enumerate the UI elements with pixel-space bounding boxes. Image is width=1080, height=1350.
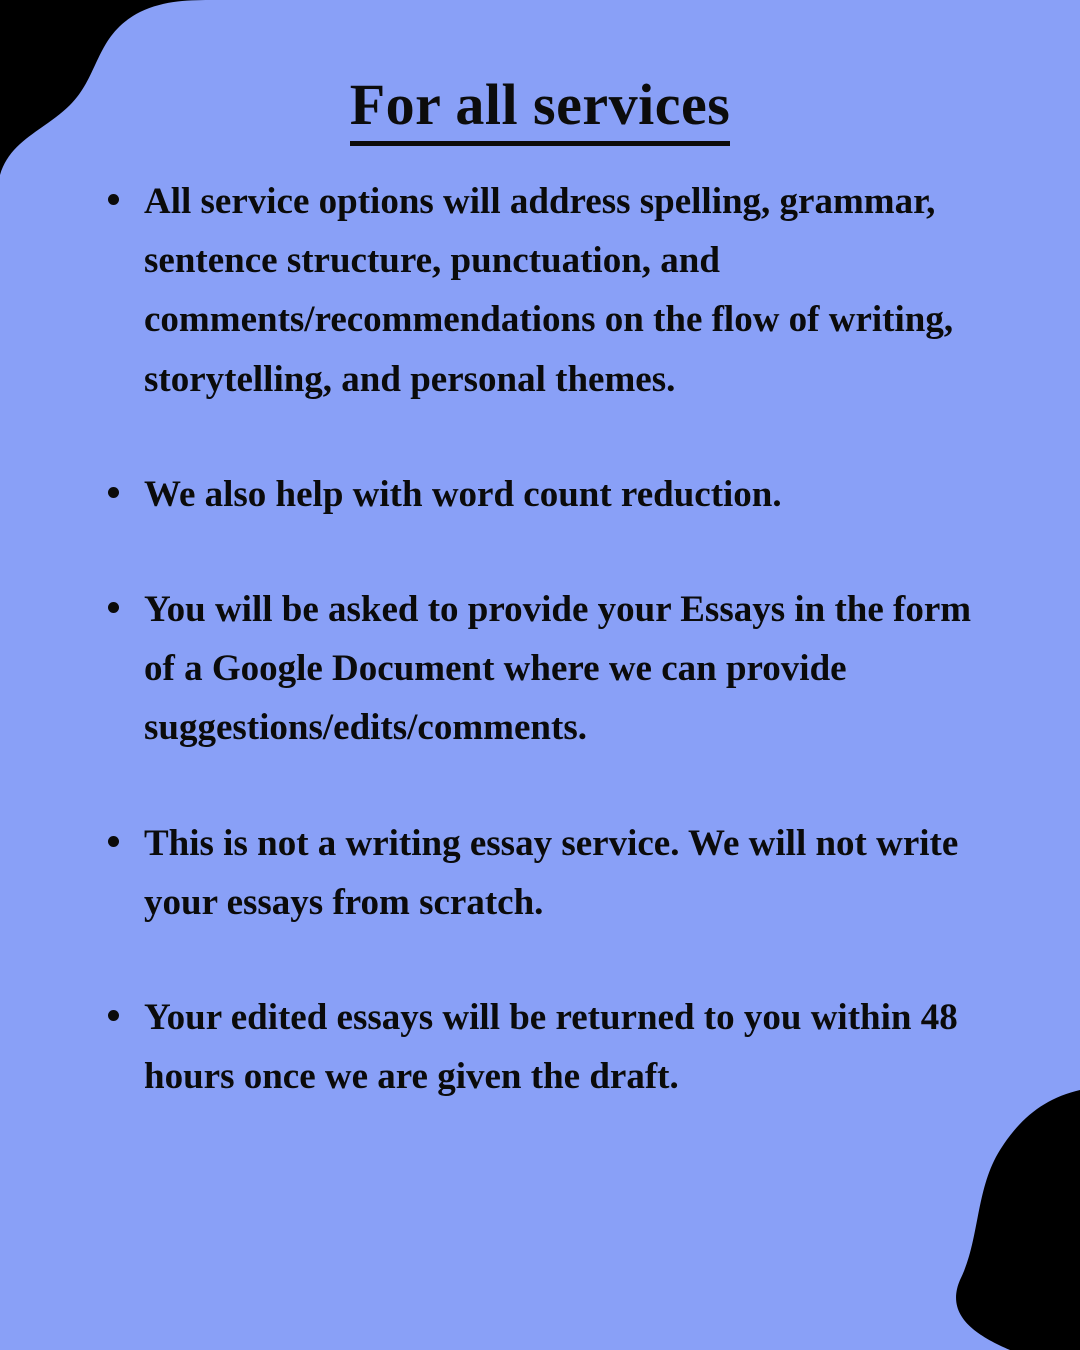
list-item: This is not a writing essay service. We will not write your essays from scratch.: [100, 814, 1010, 932]
bullet-list: [100, 172, 1010, 1106]
list-item: We also help with word count reduction.: [100, 465, 1010, 524]
page-title: [0, 71, 1080, 138]
list-item: You will be asked to provide your Essays in the form of a Google Document where we can provide suggestions/edits/comments.: [100, 580, 1010, 758]
list-item: Your edited essays will be returned to you within 48 hours once we are given the draft.: [100, 988, 1010, 1106]
page-title-text: For all services: [350, 72, 731, 146]
list-item: All service options will address spelling, grammar, sentence structure, punctuation, and comments/recommendations on the flow of writing, storytelling, and personal themes.: [100, 172, 1010, 409]
